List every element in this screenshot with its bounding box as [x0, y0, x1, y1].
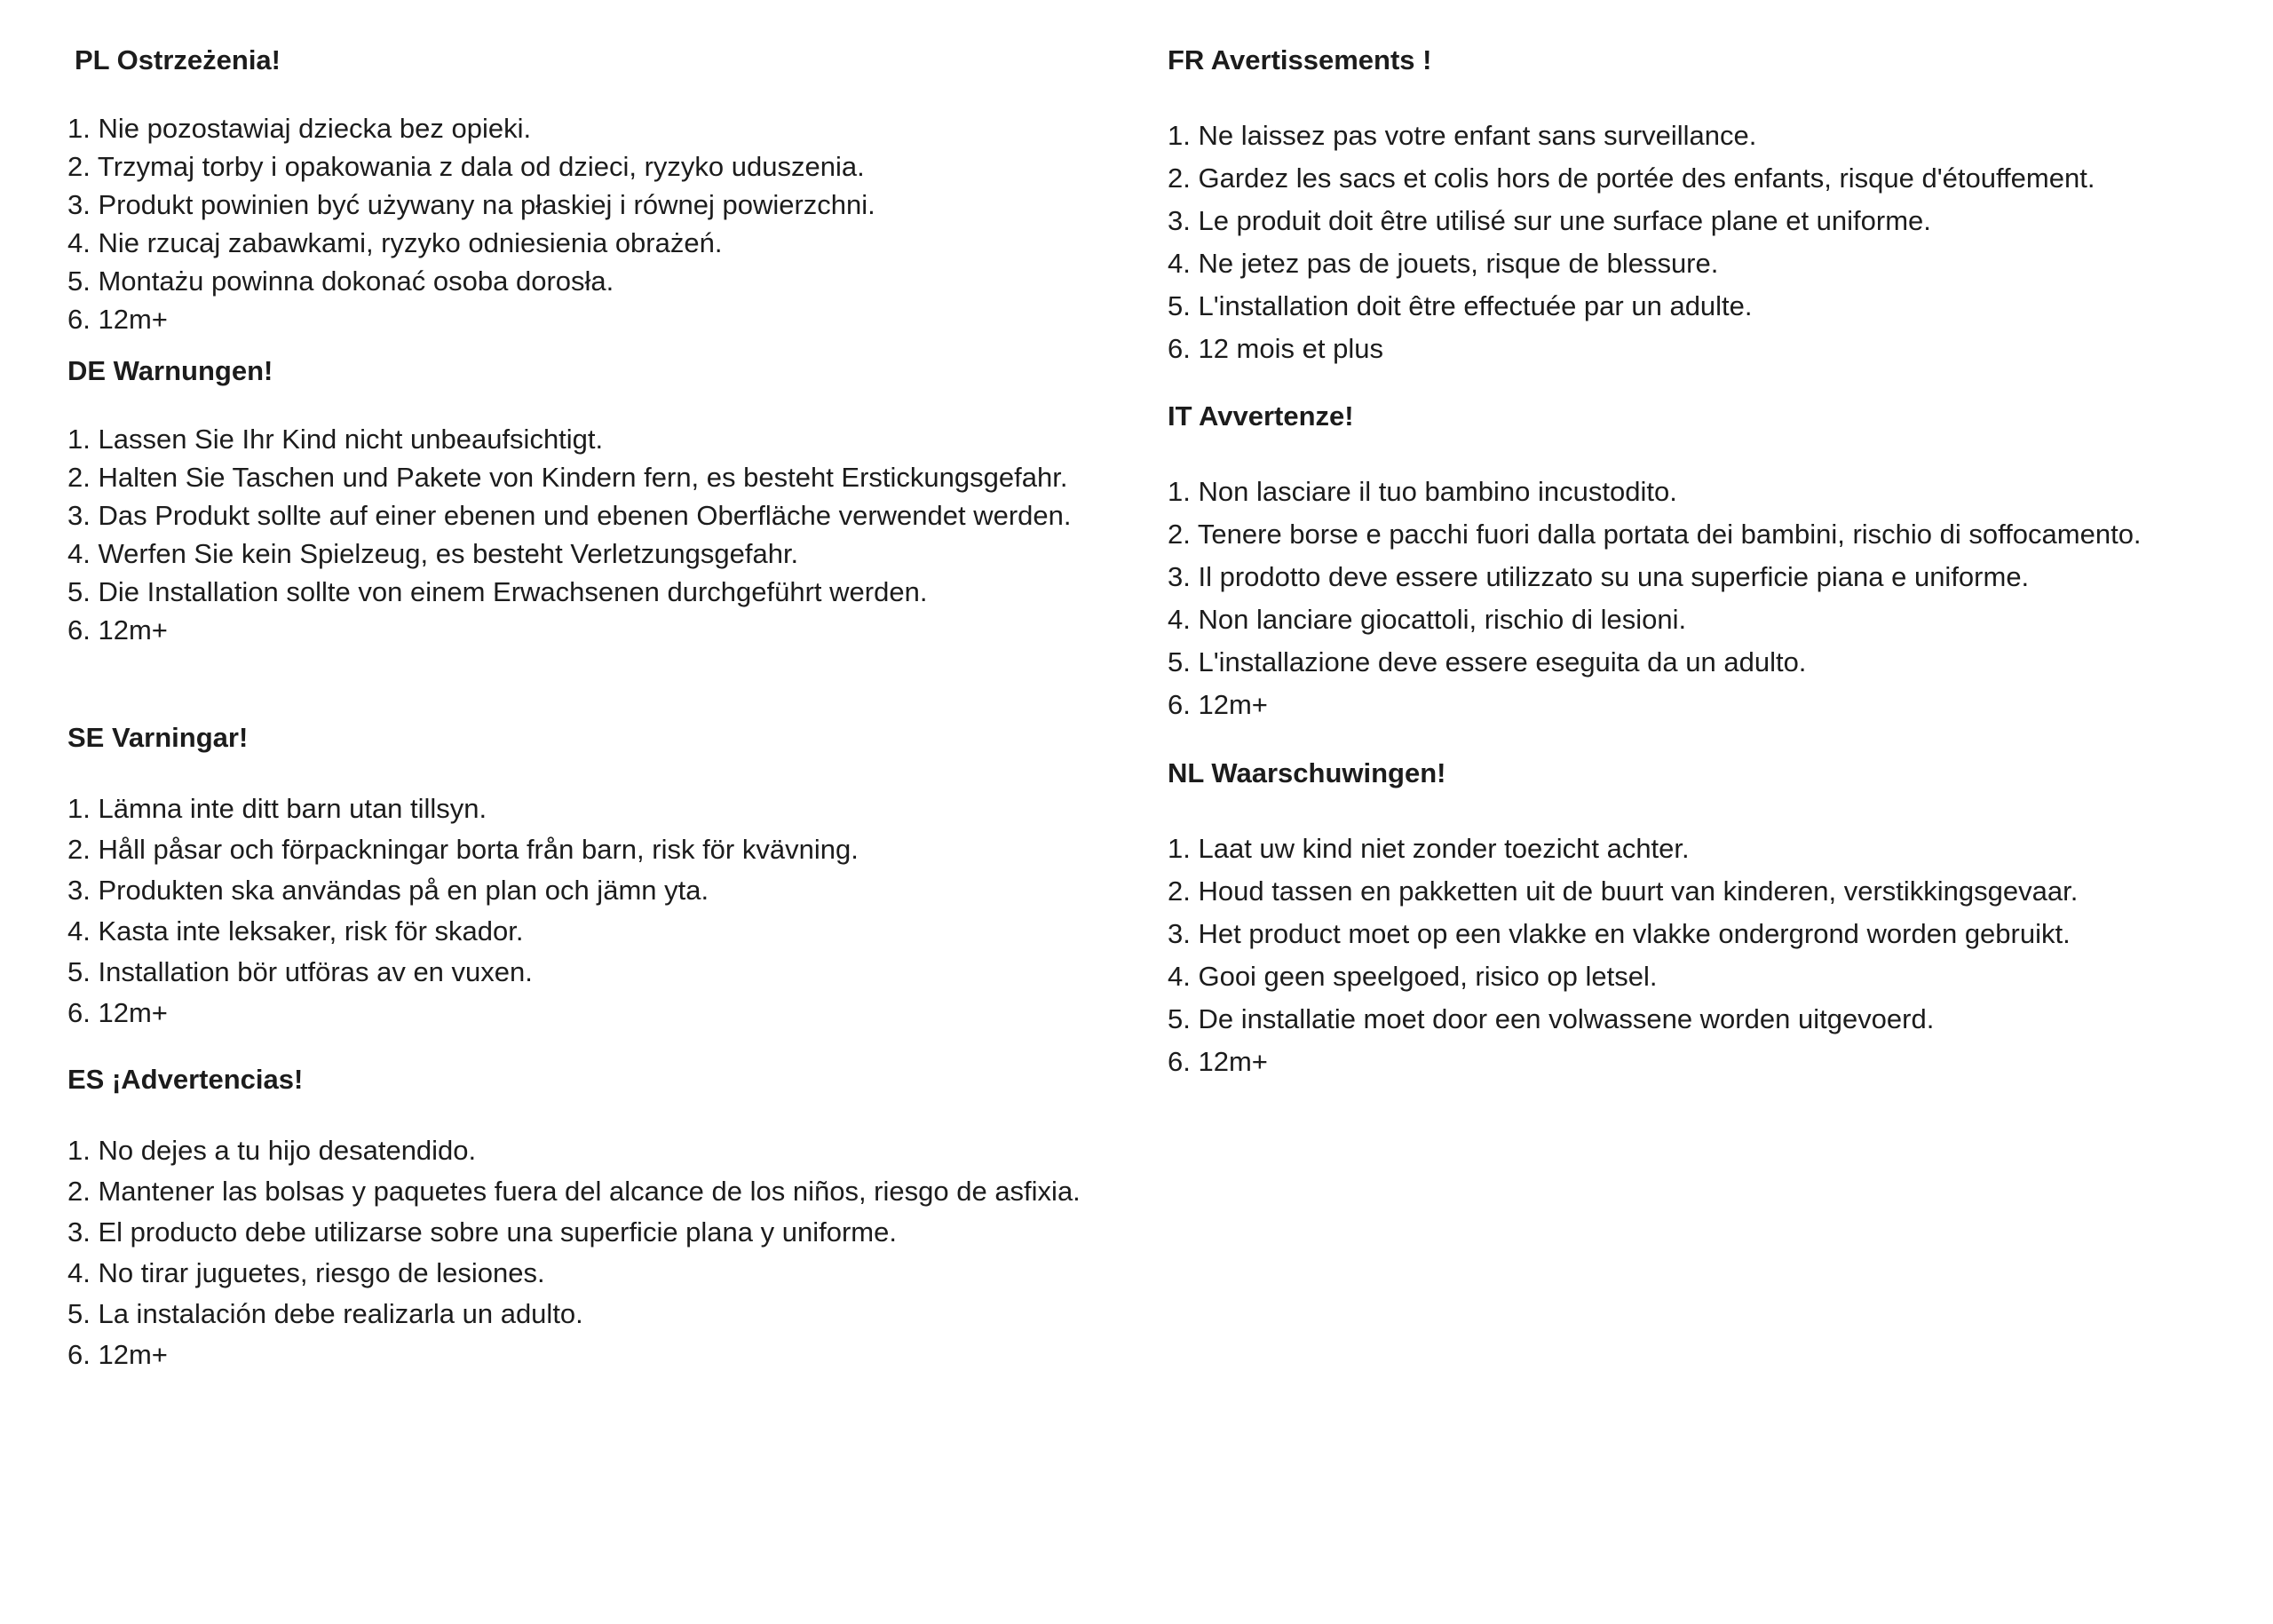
warnings-section-it [1168, 399, 2142, 726]
list-item: 1. Lassen Sie Ihr Kind nicht unbeaufsichtigt. [67, 424, 604, 455]
warnings-section-pl [67, 43, 875, 338]
warnings-section-se [67, 720, 859, 1034]
section-heading-se: SE Varningar! [67, 722, 249, 753]
list-item: 4. No tirar juguetes, riesgo de lesiones. [67, 1257, 545, 1288]
list-item: 5. Installation bör utföras av en vuxen. [67, 956, 533, 987]
warnings-section-fr [1168, 43, 2095, 370]
list-item: 5. La instalación debe realizarla un adulto. [67, 1298, 583, 1329]
list-item: 6. 12m+ [67, 997, 168, 1028]
warnings-list-it [1168, 471, 2142, 726]
list-item: 1. Laat uw kind niet zonder toezicht achter. [1168, 833, 1690, 864]
warnings-list-pl [67, 109, 875, 338]
list-item: 6. 12m+ [1168, 1046, 1268, 1077]
list-item: 3. El producto debe utilizarse sobre una superficie plana y uniforme. [67, 1216, 897, 1248]
list-item: 2. Mantener las bolsas y paquetes fuera del alcance de los niños, riesgo de asfixia. [67, 1176, 1081, 1207]
list-item: 4. Gooi geen speelgoed, risico op letsel. [1168, 961, 1658, 992]
list-item: 3. Produkt powinien być używany na płaskiej i równej powierzchni. [67, 189, 875, 220]
list-item: 2. Trzymaj torby i opakowania z dala od dzieci, ryzyko uduszenia. [67, 151, 865, 182]
list-item: 1. No dejes a tu hijo desatendido. [67, 1135, 477, 1166]
list-item: 6. 12 mois et plus [1168, 333, 1383, 364]
list-item: 6. 12m+ [67, 614, 168, 646]
list-item: 2. Håll påsar och förpackningar borta från barn, risk för kvävning. [67, 834, 859, 865]
list-item: 5. Die Installation sollte von einem Erwachsenen durchgeführt werden. [67, 576, 928, 607]
list-item: 2. Tenere borse e pacchi fuori dalla portata dei bambini, rischio di soffocamento. [1168, 519, 2142, 550]
section-heading-es: ES ¡Advertencias! [67, 1064, 304, 1095]
list-item: 3. Il prodotto deve essere utilizzato su una superficie piana e uniforme. [1168, 561, 2030, 592]
list-item: 6. 12m+ [67, 1339, 168, 1370]
list-item: 6. 12m+ [1168, 689, 1268, 720]
list-item: 3. Produkten ska användas på en plan och jämn yta. [67, 875, 709, 906]
list-item: 6. 12m+ [67, 304, 168, 335]
list-item: 2. Halten Sie Taschen und Pakete von Kindern fern, es besteht Erstickungsgefahr. [67, 462, 1068, 493]
warnings-list-de [67, 420, 1072, 649]
list-item: 1. Lämna inte ditt barn utan tillsyn. [67, 793, 487, 824]
warnings-section-es [67, 1062, 1081, 1375]
section-heading-it: IT Avvertenze! [1168, 400, 1354, 432]
list-item: 4. Nie rzucaj zabawkami, ryzyko odniesienia obrażeń. [67, 227, 723, 258]
warnings-list-se [67, 788, 859, 1034]
warnings-list-fr [1168, 115, 2095, 370]
list-item: 4. Werfen Sie kein Spielzeug, es besteht Verletzungsgefahr. [67, 538, 799, 569]
section-heading-fr: FR Avertissements ! [1168, 44, 1432, 75]
warnings-section-nl [1168, 756, 2078, 1083]
list-item: 4. Non lanciare giocattoli, rischio di lesioni. [1168, 604, 1687, 635]
warnings-list-nl [1168, 828, 2078, 1083]
list-item: 5. L'installation doit être effectuée par un adulte. [1168, 290, 1753, 321]
warnings-list-es [67, 1130, 1081, 1375]
list-item: 1. Ne laissez pas votre enfant sans surveillance. [1168, 120, 1757, 151]
list-item: 4. Kasta inte leksaker, risk för skador. [67, 915, 524, 947]
section-heading-nl: NL Waarschuwingen! [1168, 757, 1446, 788]
list-item: 5. De installatie moet door een volwassene worden uitgevoerd. [1168, 1003, 1935, 1034]
section-heading-de: DE Warnungen! [67, 355, 273, 386]
warnings-section-de [67, 353, 1072, 649]
list-item: 3. Le produit doit être utilisé sur une surface plane et uniforme. [1168, 205, 1931, 236]
list-item: 1. Non lasciare il tuo bambino incustodito. [1168, 476, 1677, 507]
list-item: 5. L'installazione deve essere eseguita da un adulto. [1168, 646, 1807, 677]
section-heading-pl: PL Ostrzeżenia! [75, 44, 281, 75]
list-item: 4. Ne jetez pas de jouets, risque de blessure. [1168, 248, 1719, 279]
list-item: 3. Het product moet op een vlakke en vlakke ondergrond worden gebruikt. [1168, 918, 2071, 949]
list-item: 2. Houd tassen en pakketten uit de buurt van kinderen, verstikkingsgevaar. [1168, 875, 2079, 907]
list-item: 2. Gardez les sacs et colis hors de portée des enfants, risque d'étouffement. [1168, 162, 2095, 194]
list-item: 1. Nie pozostawiaj dziecka bez opieki. [67, 113, 532, 144]
list-item: 3. Das Produkt sollte auf einer ebenen und ebenen Oberfläche verwendet werden. [67, 500, 1072, 531]
list-item: 5. Montażu powinna dokonać osoba dorosła. [67, 265, 614, 297]
